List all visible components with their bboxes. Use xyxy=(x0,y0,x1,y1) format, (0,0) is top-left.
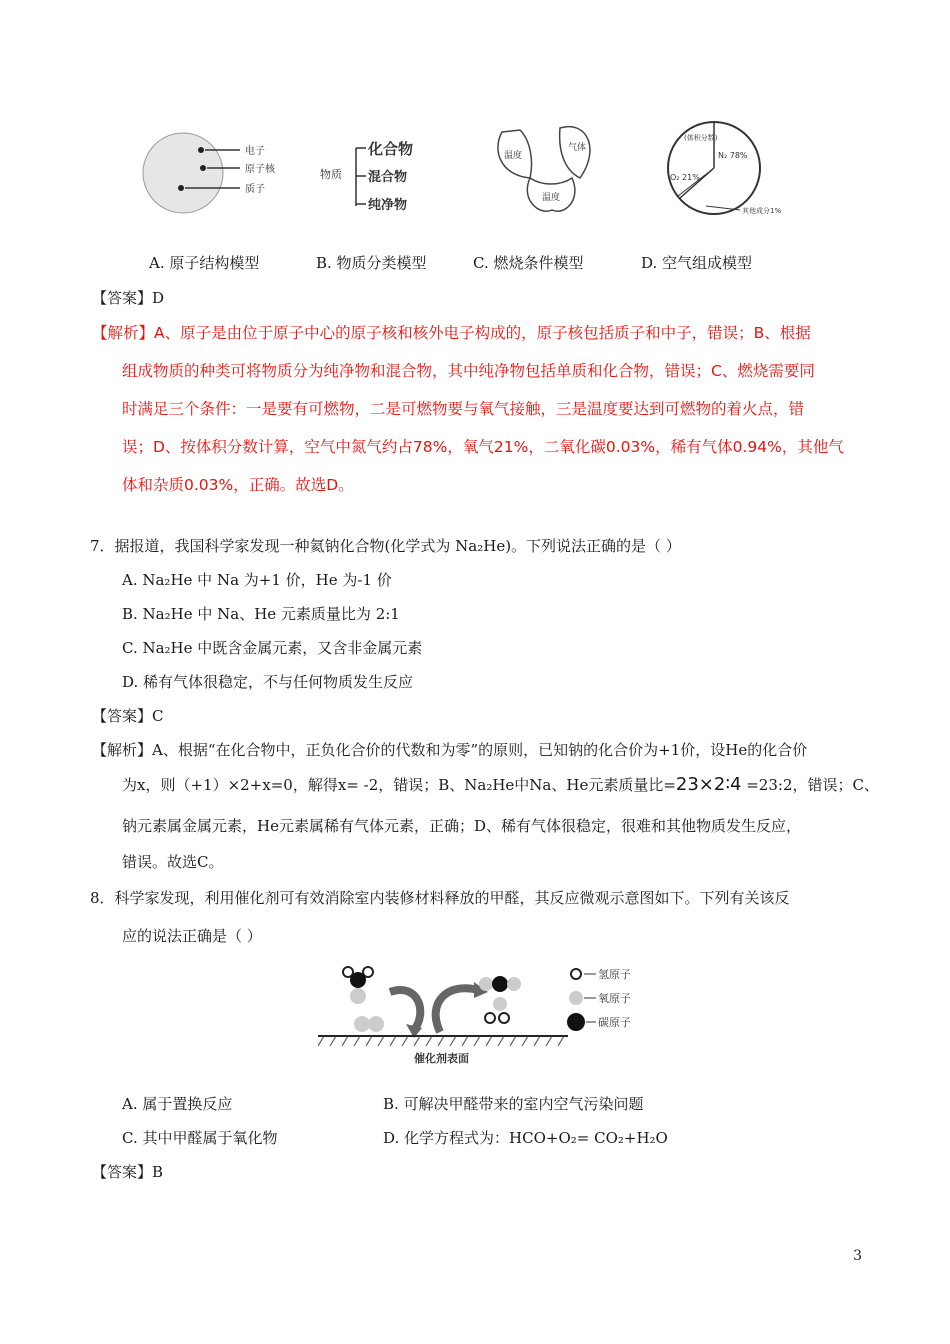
hydrogen-atom xyxy=(499,1013,509,1023)
atom-model-figure xyxy=(135,128,275,218)
oxygen-atom xyxy=(507,977,521,991)
combustion-label-bottom: 温度 xyxy=(542,193,561,203)
q7-stem: 7．据报道，我国科学家发现一种氦钠化合物(化学式为 Na₂He)。下列说法正确的是（ ） xyxy=(90,537,681,555)
oxygen-atom xyxy=(368,1016,384,1032)
q7-option-a: A. Na₂He 中 Na 为+1 价，He 为-1 价 xyxy=(122,571,392,589)
q6-analysis-line-3: 时满足三个条件：一是要有可燃物，二是可燃物要与氧气接触，三是温度要达到可燃物的着火点，错 xyxy=(122,400,805,418)
q8-stem-line-1: 8．科学家发现，利用催化剂可有效消除室内装修材料释放的甲醛，其反应微观示意图如下。下列有关该反 xyxy=(90,889,790,907)
combustion-label-right: 气体 xyxy=(568,143,587,153)
q6-analysis-line-5: 体和杂质0.03%，正确。故选D。 xyxy=(122,476,354,494)
air-label-title: (体积分数) xyxy=(684,134,718,142)
q7-analysis-line-2 xyxy=(122,774,879,795)
q7-analysis-line-4: 错误。故选C。 xyxy=(122,853,224,871)
q6-analysis-line-4: 误；D、按体积分数计算，空气中氮气约占78%，氧气21%，二氧化碳0.03%，稀有气体0.94%，其他气 xyxy=(122,438,844,456)
air-label-other: 其他成分1% xyxy=(742,207,782,215)
air-label-n2: N₂ 78% xyxy=(718,151,748,160)
oxygen-atom xyxy=(350,988,366,1004)
atom-label-nucleus: 原子核 xyxy=(245,164,275,175)
classification-branch-3: 纯净物 xyxy=(368,198,408,213)
q7-option-d: D. 稀有气体很稳定，不与任何物质发生反应 xyxy=(122,673,414,691)
reaction-diagram xyxy=(318,962,658,1070)
q8-option-d: D. 化学方程式为：HCO+O₂= CO₂+H₂O xyxy=(383,1129,668,1147)
q8-stem-line-2: 应的说法正确是（ ） xyxy=(122,927,262,945)
carbon-atom xyxy=(350,972,366,988)
q7-analysis-line-1: 【解析】A、根据“在化合物中，正负化合价的代数和为零”的原则，已知钠的化合价为+1价，设He的化合价 xyxy=(92,741,808,759)
q6-option-b: B. 物质分类模型 xyxy=(316,254,427,272)
q8-option-a: A. 属于置换反应 xyxy=(122,1095,233,1113)
classification-root: 物质 xyxy=(320,168,342,181)
q8-answer: 【答案】B xyxy=(92,1163,164,1181)
catalyst-surface-label: 催化剂表面 xyxy=(414,1052,469,1065)
hydrogen-atom xyxy=(485,1013,495,1023)
combustion-model-figure xyxy=(490,120,610,220)
oxygen-atom xyxy=(354,1016,370,1032)
q6-analysis-line-2: 组成物质的种类可将物质分为纯净物和混合物，其中纯净物包括单质和化合物，错误；C、燃烧需要同 xyxy=(122,362,815,380)
air-composition-figure xyxy=(662,118,822,222)
q6-analysis-line-1: 【解析】A、原子是由位于原子中心的原子核和核外电子构成的，原子核包括质子和中子，错误；B、根据 xyxy=(92,324,811,342)
q6-option-c: C. 燃烧条件模型 xyxy=(473,254,584,272)
q7-analysis-line-2-text: 为x，则（+1）×2+x=0，解得x= -2，错误；B、Na₂He中Na、He元素质量比= xyxy=(122,776,676,794)
q7-option-b: B. Na₂He 中 Na、He 元素质量比为 2:1 xyxy=(122,605,400,623)
carbon-atom xyxy=(492,976,508,992)
classification-branch-2: 混合物 xyxy=(368,170,408,185)
q7-analysis-line-3: 钠元素属金属元素，He元素属稀有气体元素，正确；D、稀有气体很稳定，很难和其他物质发生反应， xyxy=(122,817,801,835)
q7-mass-ratio-expression: 23×2∶4 xyxy=(675,774,742,795)
legend-carbon-label: 碳原子 xyxy=(598,1016,631,1029)
q6-answer: 【答案】D xyxy=(92,289,165,307)
oxygen-atom xyxy=(493,997,507,1011)
q8-option-c: C. 其中甲醛属于氧化物 xyxy=(122,1129,278,1147)
air-label-o2: O₂ 21% xyxy=(670,173,700,182)
classification-branch-1: 化合物 xyxy=(368,140,414,158)
legend-hydrogen-label: 氢原子 xyxy=(598,968,631,981)
q7-option-c: C. Na₂He 中既含金属元素，又含非金属元素 xyxy=(122,639,423,657)
q8-option-b: B. 可解决甲醛带来的室内空气污染问题 xyxy=(383,1095,644,1113)
combustion-label-left: 温度 xyxy=(504,151,523,161)
legend-oxygen-label: 氧原子 xyxy=(598,992,631,1005)
classification-model-figure xyxy=(318,128,438,218)
atom-label-proton: 质子 xyxy=(245,184,265,195)
atom-label-electron: 电子 xyxy=(245,146,265,157)
q6-option-d: D. 空气组成模型 xyxy=(641,254,753,272)
q7-analysis-line-2-tail: =23:2，错误；C、 xyxy=(741,776,879,794)
page-number: 3 xyxy=(853,1248,862,1264)
q6-option-a: A. 原子结构模型 xyxy=(149,254,260,272)
q7-answer: 【答案】C xyxy=(92,707,164,725)
oxygen-atom xyxy=(479,977,493,991)
